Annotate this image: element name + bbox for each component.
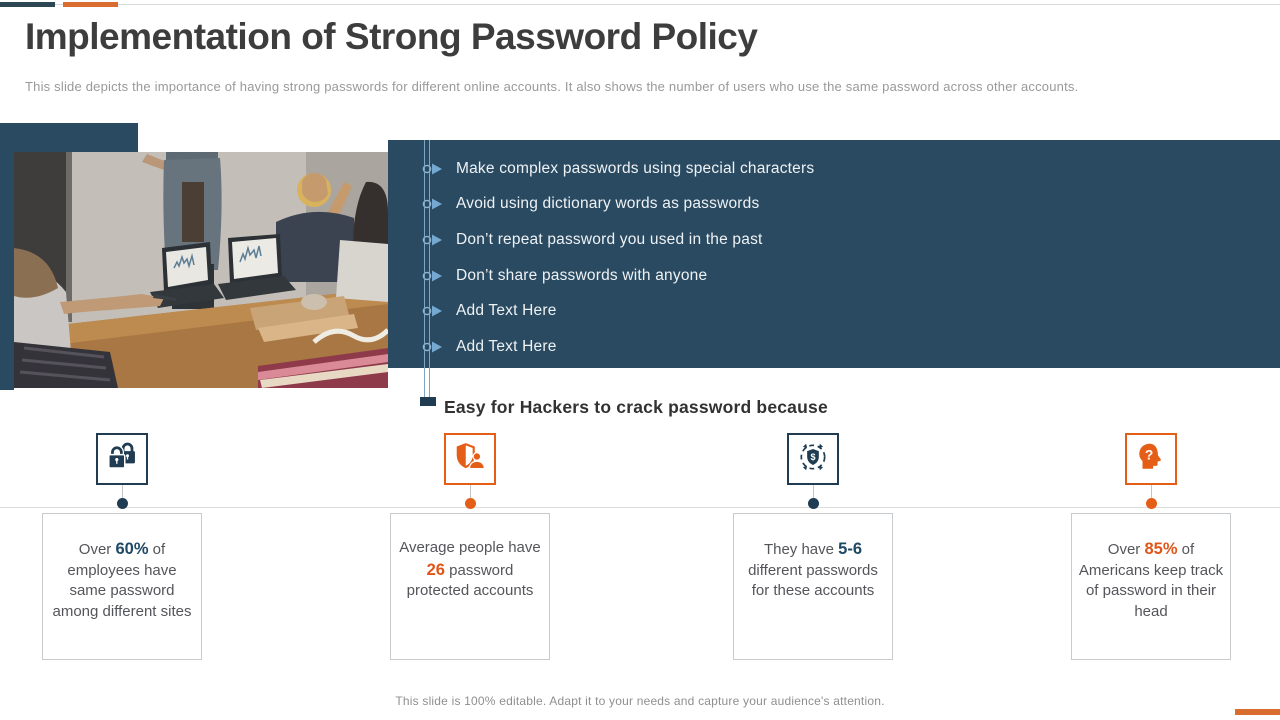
guideline-text: Don’t repeat password you used in the past	[456, 230, 763, 248]
guideline-item	[388, 187, 1280, 223]
shield-dollar-sync-icon	[796, 440, 830, 479]
guideline-text: Don’t share passwords with anyone	[456, 266, 708, 284]
guideline-item	[388, 151, 1280, 187]
guideline-text: Add Text Here	[456, 302, 557, 320]
bottom-orange-accent-bar	[1235, 709, 1280, 715]
stat-highlight-value: 5-6	[838, 540, 863, 558]
stat-text-box	[1071, 513, 1231, 660]
stat-text-box	[390, 513, 550, 660]
page-title: Implementation of Strong Password Policy	[25, 16, 758, 57]
stat-icon-box	[444, 433, 496, 485]
section-heading: Easy for Hackers to crack password because	[444, 397, 828, 417]
stat-column-password-count	[733, 433, 893, 660]
stat-icon-box	[96, 433, 148, 485]
top-orange-accent-bar	[63, 2, 118, 7]
guideline-item	[388, 293, 1280, 329]
stat-text-box	[733, 513, 893, 660]
stat-dot	[117, 498, 128, 509]
guideline-item	[388, 329, 1280, 365]
timeline-endcap	[420, 397, 436, 406]
svg-text:$: $	[810, 451, 816, 462]
slide-subtitle: This slide depicts the importance of having strong passwords for different online accounts. It also shows the number of users who use the same password across other accounts.	[25, 79, 1079, 94]
stat-highlight-value: 60%	[115, 540, 149, 558]
stat-text-box	[42, 513, 202, 660]
guidelines-list	[388, 151, 1280, 365]
head-question-icon	[1134, 440, 1168, 479]
shield-user-icon	[453, 440, 487, 479]
stat-icon-box	[787, 433, 839, 485]
guideline-item	[388, 258, 1280, 294]
stat-highlight-value: 26	[426, 560, 445, 579]
stat-dot	[1146, 498, 1157, 509]
team-meeting-photo-illustration	[14, 152, 388, 388]
team-meeting-photo	[14, 152, 388, 388]
stat-connector-line	[470, 485, 471, 498]
stat-icon-box	[1125, 433, 1177, 485]
stat-dot	[465, 498, 476, 509]
stat-text: Over 85% of Americans keep track of password in their head	[1078, 540, 1224, 621]
stat-column-memory	[1071, 433, 1231, 660]
stat-column-employees	[42, 433, 202, 660]
stat-dot	[808, 498, 819, 509]
stat-connector-line	[122, 485, 123, 498]
stat-highlight-value: 85%	[1144, 540, 1178, 558]
stat-text: Average people have 26 password protected accounts	[399, 539, 541, 600]
stat-text: Over 60% of employees have same password among different sites	[52, 540, 192, 621]
guideline-text: Add Text Here	[456, 337, 557, 355]
stat-text: They have 5-6 different passwords for these accounts	[748, 540, 878, 600]
stat-connector-line	[1151, 485, 1152, 498]
guidelines-panel	[388, 140, 1280, 368]
guideline-text: Make complex passwords using special characters	[456, 159, 815, 177]
double-padlock-icon	[105, 440, 139, 479]
stat-connector-line	[813, 485, 814, 498]
top-hairline	[0, 4, 1280, 5]
stat-column-average-accounts	[390, 433, 550, 660]
footer-note: This slide is 100% editable. Adapt it to your needs and capture your audience's attention.	[395, 694, 885, 708]
guidelines-timeline	[424, 140, 430, 397]
svg-text:?: ?	[1144, 445, 1154, 462]
top-navy-accent-bar	[0, 2, 55, 7]
guideline-text: Avoid using dictionary words as passwords	[456, 195, 760, 213]
photo-backdrop-strip	[0, 123, 14, 390]
guideline-item	[388, 222, 1280, 258]
